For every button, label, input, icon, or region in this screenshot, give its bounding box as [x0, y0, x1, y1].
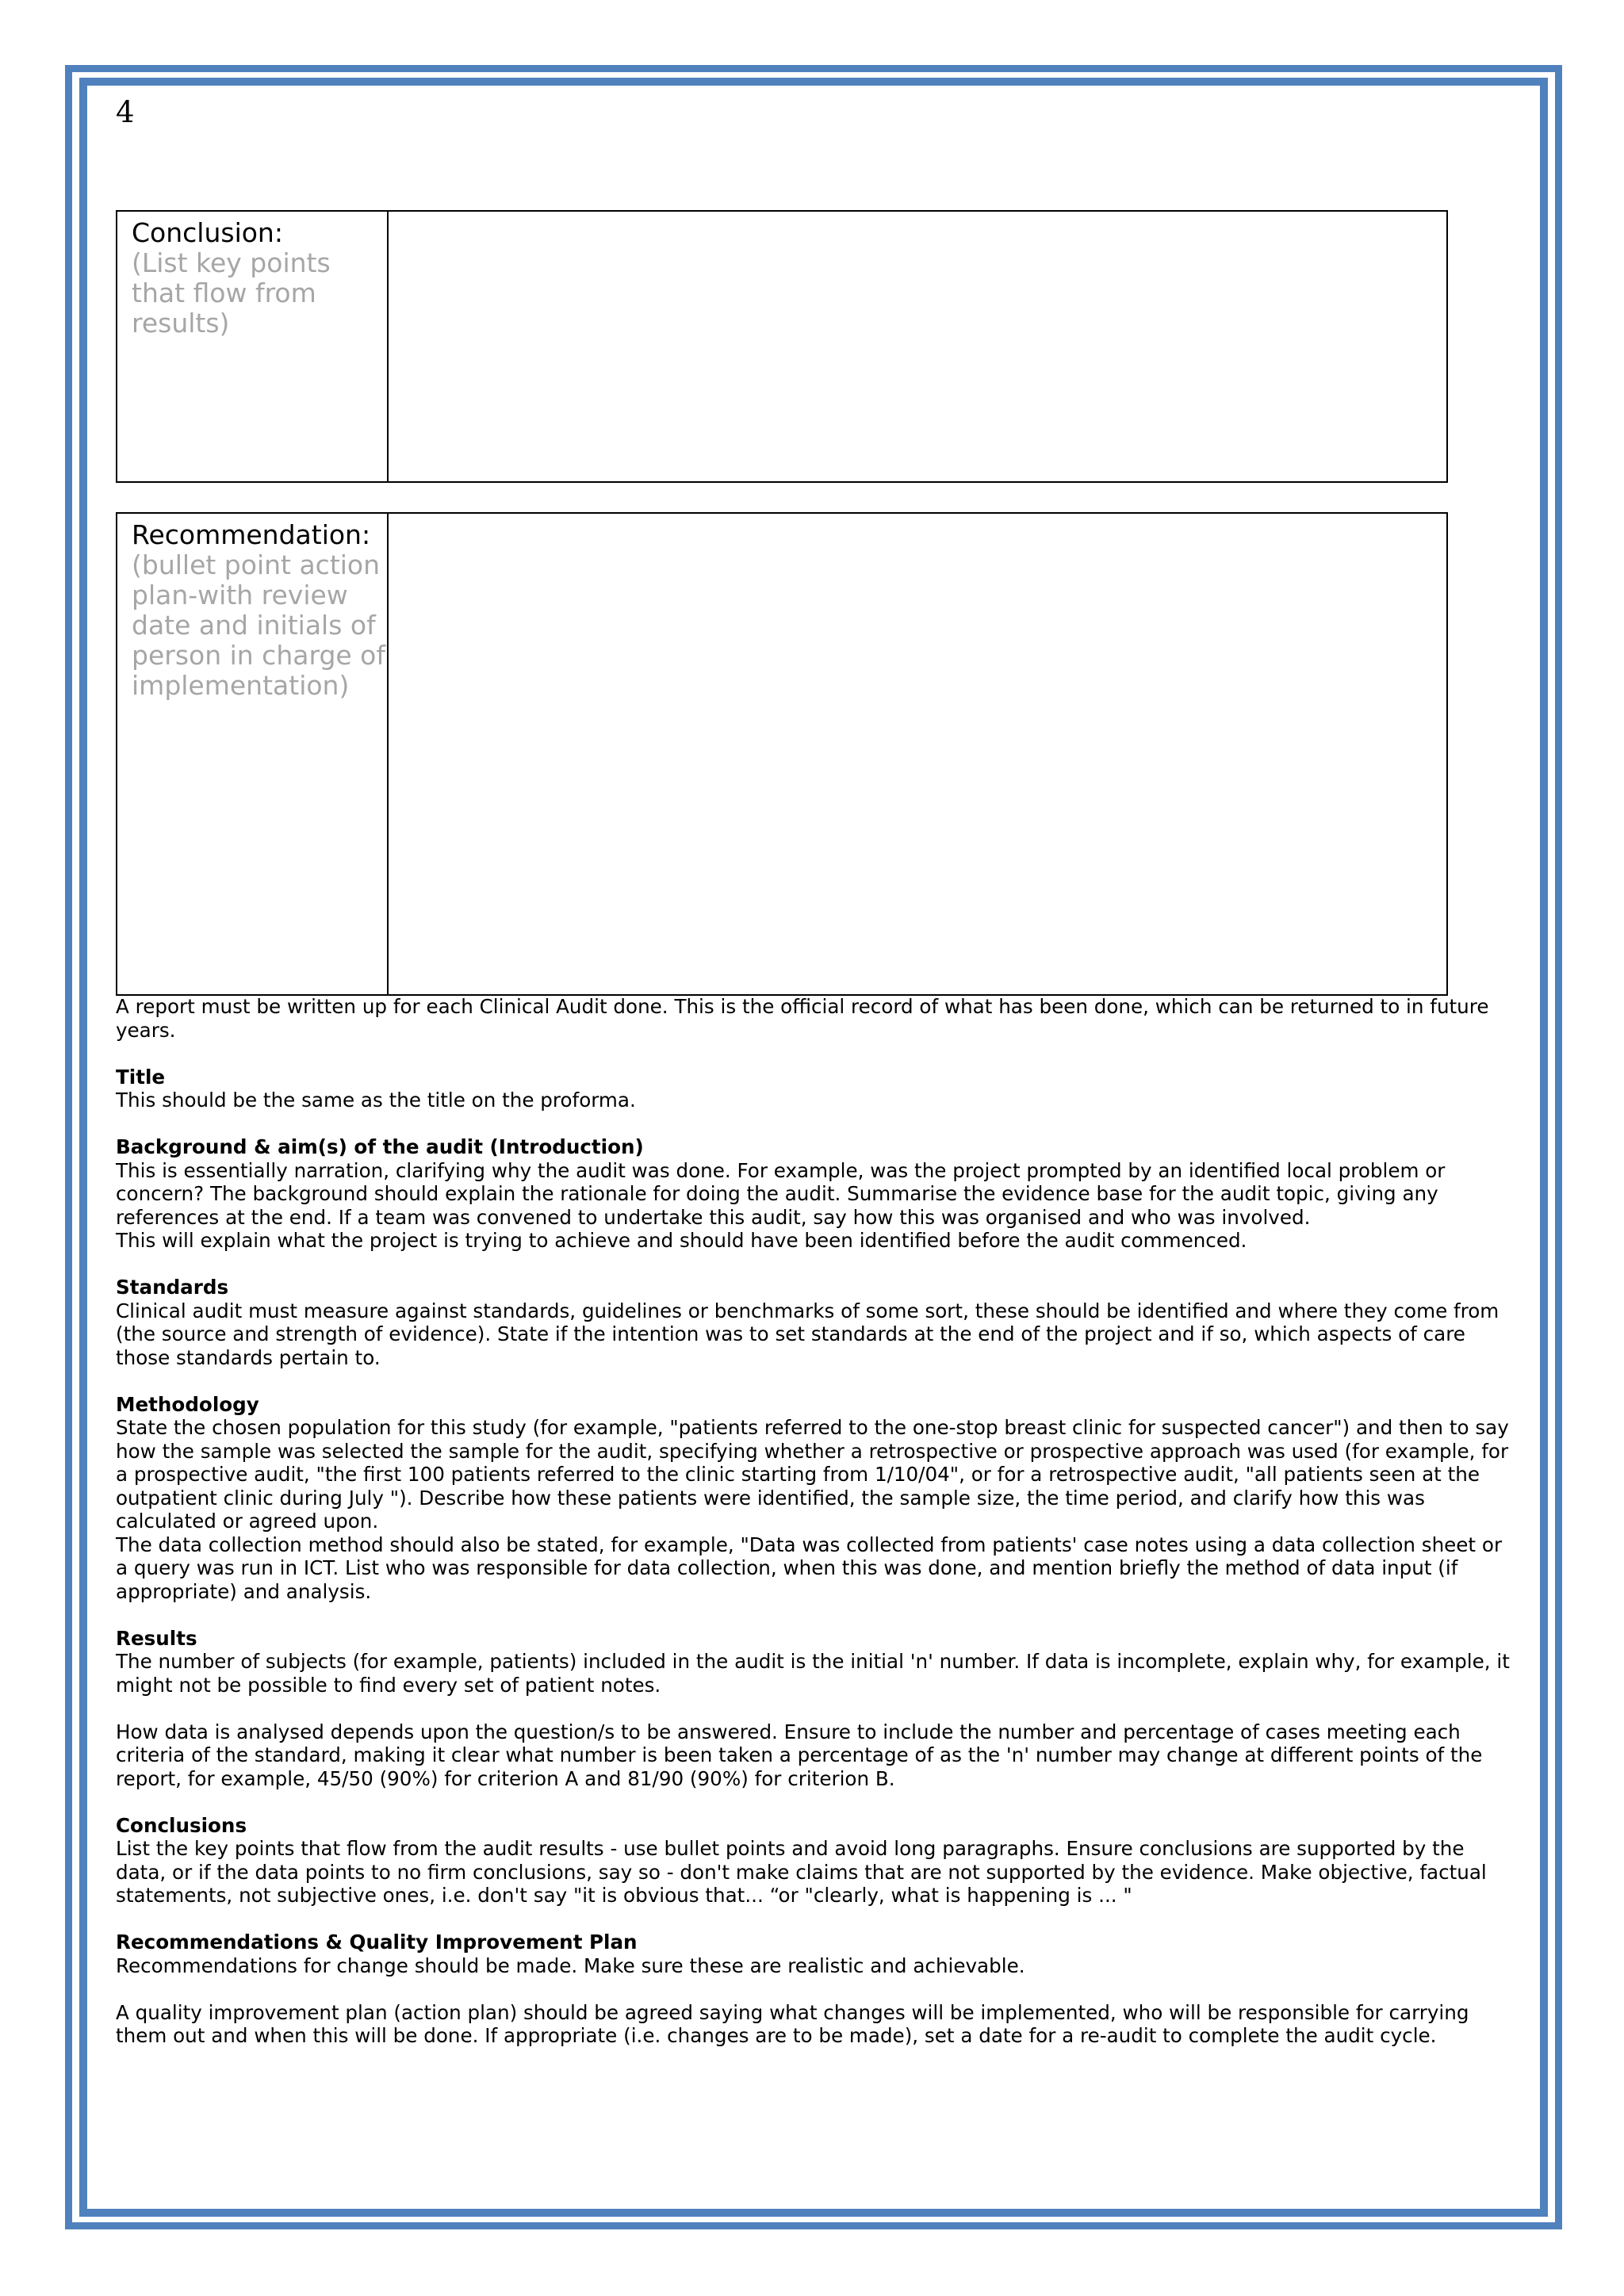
section-heading: Background & aim(s) of the audit (Introduction) — [116, 1135, 644, 1158]
section-heading: Recommendations & Quality Improvement Plan — [116, 1931, 638, 1954]
section-paragraph: This is essentially narration, clarifying why the audit was done. For example, was the project prompted by an identified local problem or concern? The background should explain the rationale for doing the audit. Summarise the evidence base for the audit topic, giving any references at the end. If a team was convened to undertake this audit, say how this was organised and who was involved. — [116, 1158, 1446, 1229]
section-heading: Conclusions — [116, 1813, 247, 1837]
section-paragraph: State the chosen population for this study (for example, "patients referred to the one-stop breast clinic for suspected cancer") and then to say how the sample was selected the sample for the audit, specifying whether a retrospective or prospective approach was used (for example, for a prospective audit, "the first 100 patients referred to the clinic starting from 1/10/04", or for a retrospective audit, "all patients seen at the outpatient clinic during July "). Describe how these patients were identified, the sample size, the time period, and clarify how this was calculated or agreed upon. — [116, 1416, 1509, 1533]
conclusion-hint: (List key points that flow from results) — [132, 247, 331, 339]
guidance-text — [116, 995, 1519, 2071]
section-heading: Standards — [116, 1276, 229, 1299]
guidance-section — [116, 1814, 1519, 1908]
recommendation-label: Recommendation: — [132, 519, 371, 550]
intro-section — [116, 995, 1519, 1042]
section-heading: Methodology — [116, 1392, 259, 1416]
section-paragraph: A quality improvement plan (action plan) should be agreed saying what changes will be implemented, who will be responsible for carrying them out and when this will be done. If appropriate (i.e. changes are to be made), set a date for a re-audit to complete the audit cycle. — [116, 2000, 1469, 2047]
conclusion-input-area[interactable] — [389, 212, 1446, 481]
section-paragraph: The number of subjects (for example, patients) included in the audit is the initial 'n' number. If data is incomplete, explain why, for example, it might not be possible to find every set of patient notes. — [116, 1650, 1510, 1697]
intro-paragraph: A report must be written up for each Clinical Audit done. This is the official record of what has been done, which can be returned to in future years. — [116, 995, 1489, 1042]
page-number: 4 — [116, 95, 135, 129]
recommendation-label-cell — [117, 514, 389, 994]
section-paragraph: Clinical audit must measure against standards, guidelines or benchmarks of some sort, these should be identified and where they come from (the source and strength of evidence). State if the intention was to set standards at the end of the project and if so, which aspects of care those standards pertain to. — [116, 1299, 1500, 1369]
guidance-section — [116, 1931, 1519, 1977]
section-paragraph: The data collection method should also be stated, for example, "Data was collected from patients' case notes using a data collection sheet or a query was run in ICT. List who was responsible for data collection, when this was done, and mention briefly the method of data input (if appropriate) and analysis. — [116, 1533, 1503, 1603]
guidance-sections — [116, 1066, 1519, 2048]
section-heading: Results — [116, 1626, 197, 1650]
section-paragraph: How data is analysed depends upon the question/s to be answered. Ensure to include the number and percentage of cases meeting each criteria of the standard, making it clear what number is been taken a percentage of as the 'n' number may change at different points of the report, for example, 45/50 (90%) for criterion A and 81/90 (90%) for criterion B. — [116, 1720, 1483, 1790]
conclusion-label: Conclusion: — [132, 217, 283, 248]
section-paragraph: This will explain what the project is trying to achieve and should have been identified before the audit commenced. — [116, 1229, 1247, 1252]
guidance-section — [116, 1393, 1519, 1604]
section-paragraph: Recommendations for change should be made. Make sure these are realistic and achievable. — [116, 1954, 1025, 1977]
conclusion-label-cell — [117, 212, 389, 481]
guidance-section — [116, 1066, 1519, 1112]
recommendation-input-area[interactable] — [389, 514, 1446, 994]
guidance-section — [116, 1276, 1519, 1369]
guidance-section — [116, 2001, 1519, 2048]
section-heading: Title — [116, 1065, 166, 1089]
conclusion-box — [116, 210, 1448, 483]
section-paragraph: List the key points that flow from the audit results - use bullet points and avoid long paragraphs. Ensure conclusions are supported by the data, or if the data points to no firm conclusions, say so - don't make claims that are not supported by the evidence. Make objective, factual statements, not subjective ones, i.e. don't say "it is obvious that... “or "clearly, what is happening is ... " — [116, 1837, 1487, 1907]
guidance-section — [116, 1627, 1519, 1697]
recommendation-box — [116, 512, 1448, 996]
guidance-section — [116, 1720, 1519, 1791]
guidance-section — [116, 1135, 1519, 1253]
section-paragraph: This should be the same as the title on the proforma. — [116, 1089, 636, 1112]
recommendation-hint: (bullet point action plan-with review date and initials of person in charge of implementation) — [132, 549, 385, 701]
